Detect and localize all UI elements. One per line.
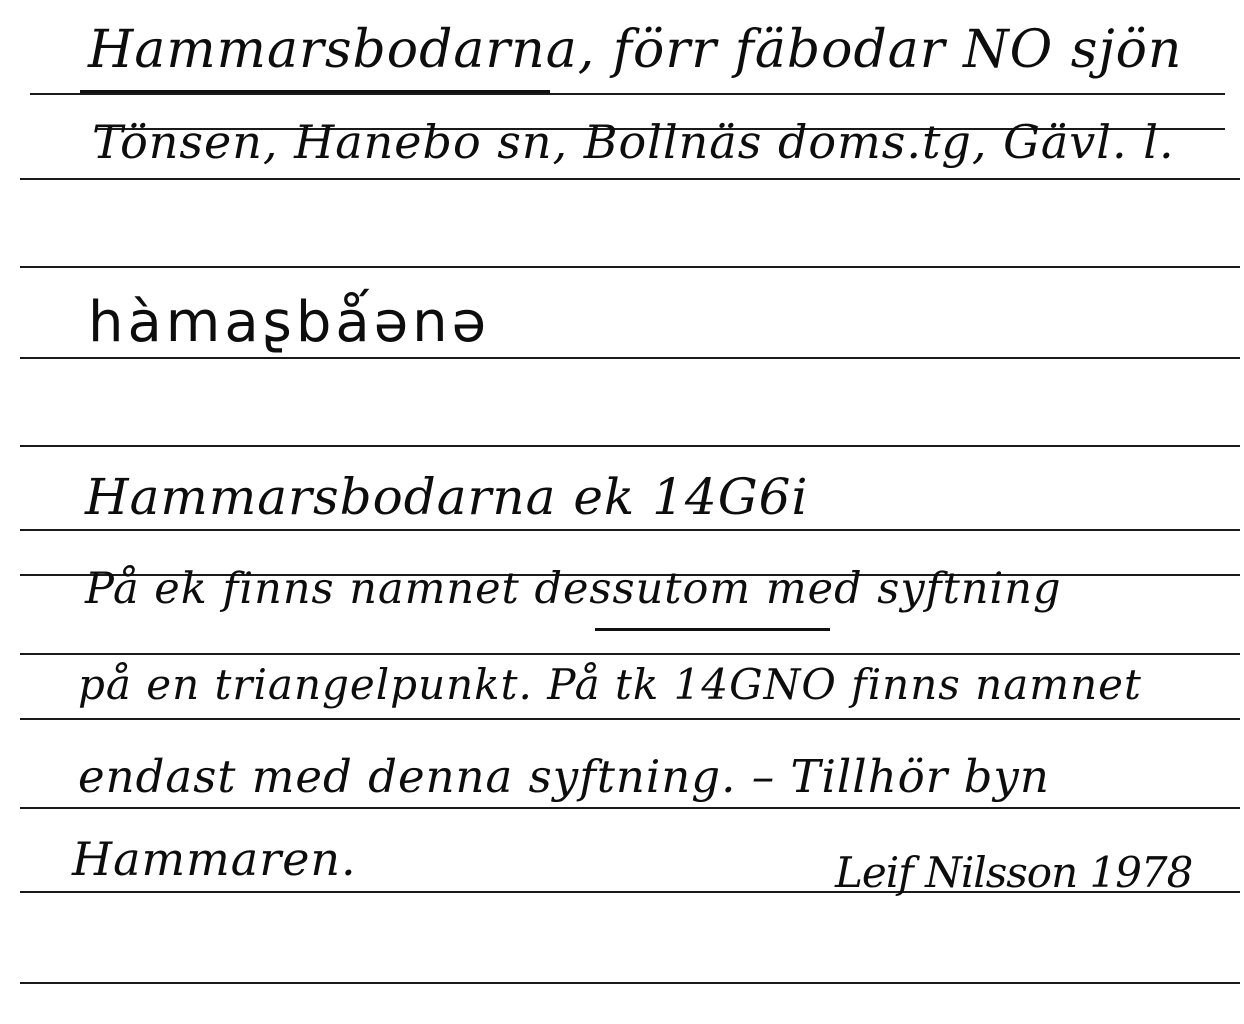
- ruled-line: [20, 653, 1240, 655]
- phonetic-transcription: hàmaʂbǻənə: [88, 290, 491, 355]
- ruled-line: [20, 178, 1240, 180]
- ruled-line: [20, 718, 1240, 720]
- ruled-line: [20, 445, 1240, 447]
- card-line-2: Tönsen, Hanebo sn, Bollnäs doms.tg, Gävl. l.: [92, 115, 1175, 169]
- card-line-4: Hammarsbodarna ek 14G6i: [85, 468, 809, 526]
- card-line-6: på en triangelpunkt. På tk 14GNO finns namnet: [78, 660, 1142, 709]
- headword-underline: [80, 90, 550, 93]
- ruled-line: [20, 807, 1240, 809]
- ruled-line: [30, 93, 1225, 95]
- ruled-line: [20, 357, 1240, 359]
- signature: Leif Nilsson 1978: [835, 848, 1193, 897]
- card-line-1: Hammarsbodarna, förr fäbodar NO sjön: [88, 20, 1183, 80]
- dessutom-underline: [595, 628, 830, 631]
- ruled-line: [20, 982, 1240, 984]
- card-line-8: Hammaren.: [72, 832, 357, 886]
- ruled-line: [20, 529, 1240, 531]
- ruled-line: [20, 266, 1240, 268]
- card-line-7: endast med denna syftning. – Tillhör byn: [78, 750, 1050, 803]
- card-line-5: På ek finns namnet dessutom med syftning: [85, 564, 1062, 614]
